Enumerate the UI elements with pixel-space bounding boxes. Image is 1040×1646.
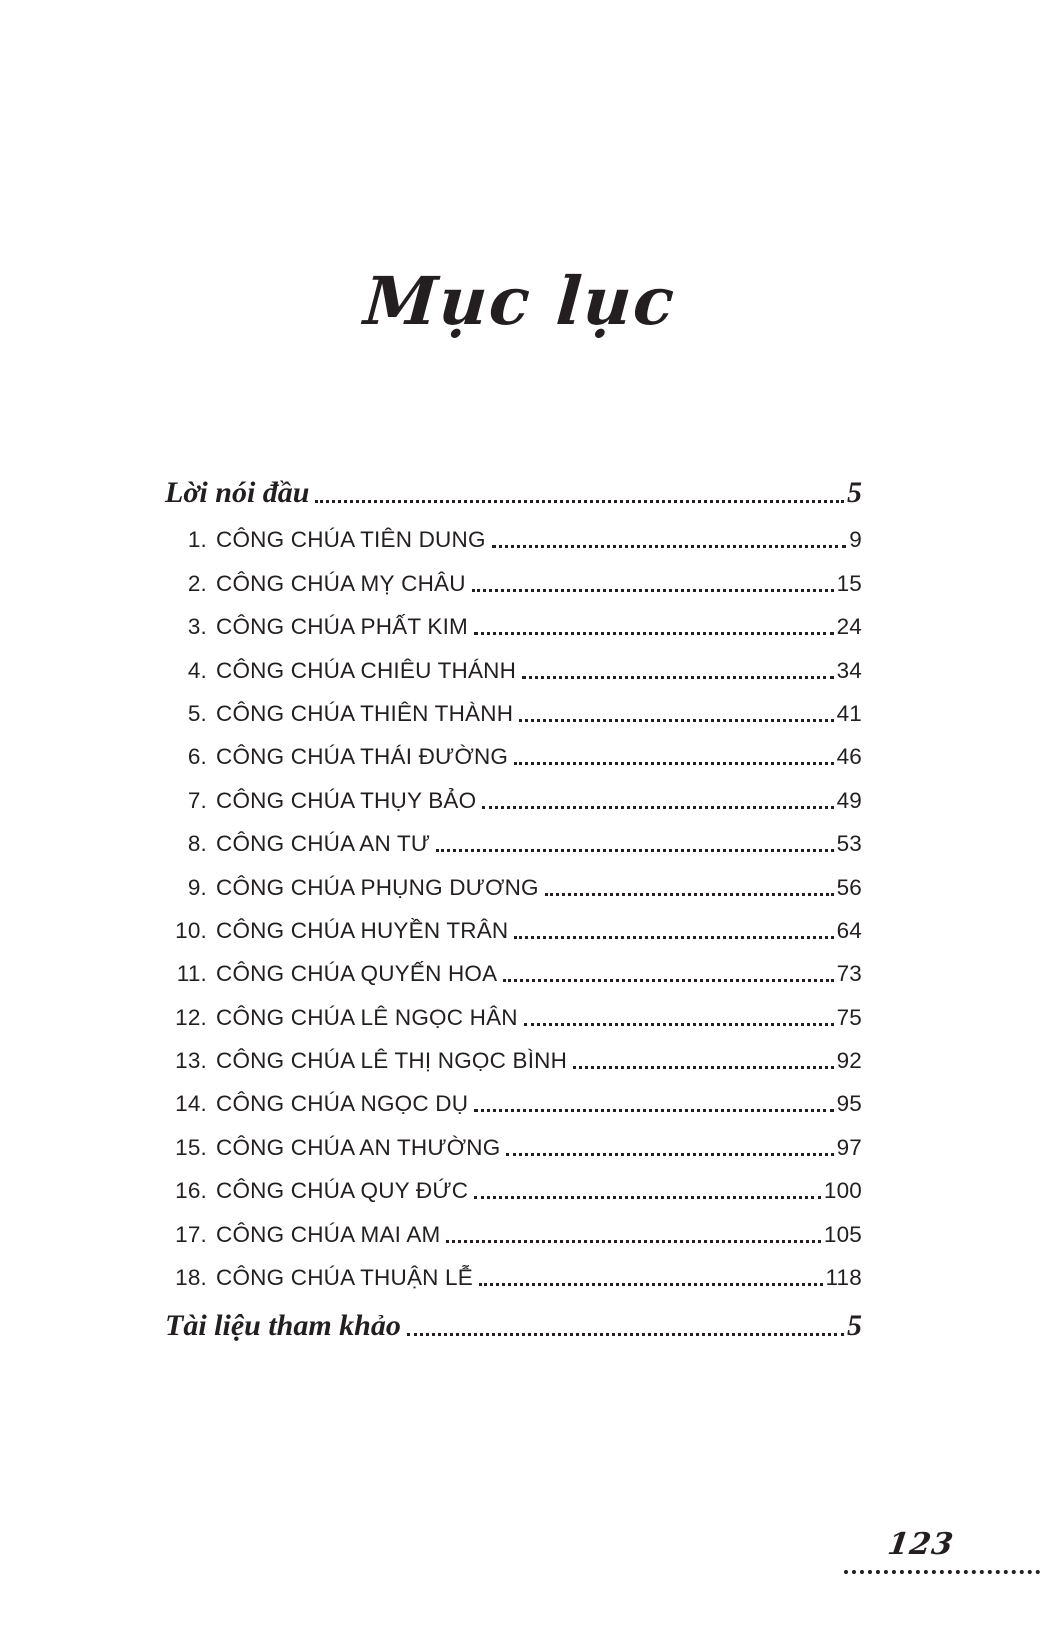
toc-entry-label: CÔNG CHÚA PHỤNG DƯƠNG bbox=[216, 874, 539, 900]
toc-front-matter-row bbox=[165, 450, 862, 510]
toc-entry-number: 7. bbox=[187, 787, 207, 813]
toc-entry-number: 1. bbox=[187, 527, 207, 553]
toc-entry-number: 18. bbox=[175, 1265, 207, 1291]
dot-leader bbox=[492, 545, 847, 548]
toc-entry-label: CÔNG CHÚA LÊ THỊ NGỌC BÌNH bbox=[216, 1048, 568, 1074]
toc-entry-number: 6. bbox=[187, 744, 207, 770]
toc-entry-number: 16. bbox=[175, 1178, 207, 1204]
page-title: Mục lục bbox=[361, 262, 679, 340]
toc-entry-label: CÔNG CHÚA THÁI ĐƯỜNG bbox=[216, 744, 509, 770]
toc-entry-number: 13. bbox=[175, 1048, 207, 1074]
toc-entry-row bbox=[165, 1031, 862, 1074]
dot-leader bbox=[506, 1153, 833, 1156]
front-matter-page-number: 5 bbox=[847, 476, 862, 509]
dot-leader bbox=[446, 1240, 820, 1243]
toc-list-container bbox=[165, 450, 862, 1343]
dot-leader bbox=[514, 762, 833, 765]
toc-entry-page-number: 56 bbox=[836, 874, 862, 900]
dot-leader bbox=[524, 1023, 834, 1026]
toc-entry-row bbox=[165, 987, 862, 1030]
toc-entry-page-number: 34 bbox=[836, 657, 862, 683]
toc-entry-row bbox=[165, 684, 862, 727]
front-matter-label: Lời nói đầu bbox=[165, 476, 310, 509]
dot-leader bbox=[545, 893, 834, 896]
toc-entry-row bbox=[165, 944, 862, 987]
toc-entry-row bbox=[165, 553, 862, 596]
toc-entry-number: 5. bbox=[187, 700, 207, 726]
folio-page-number: 123 bbox=[885, 1527, 957, 1562]
toc-entry-row bbox=[165, 1117, 862, 1160]
toc-entry-page-number: 105 bbox=[823, 1221, 862, 1247]
toc-entry-number: 8. bbox=[187, 831, 207, 857]
toc-entry-row bbox=[165, 1074, 862, 1117]
toc-entry-row bbox=[165, 770, 862, 813]
dot-leader bbox=[474, 632, 834, 635]
toc-entry-number: 12. bbox=[175, 1004, 207, 1030]
toc-entry-label: CÔNG CHÚA QUY ĐỨC bbox=[216, 1178, 469, 1204]
toc-entry-row bbox=[165, 640, 862, 683]
dot-leader bbox=[482, 806, 833, 809]
toc-entry-row bbox=[165, 814, 862, 857]
toc-entry-number: 11. bbox=[176, 961, 207, 987]
dot-leader bbox=[503, 979, 833, 982]
toc-entry-number: 2. bbox=[187, 570, 207, 596]
toc-entry-label: CÔNG CHÚA THUẬN LỄ bbox=[216, 1265, 473, 1291]
dot-leader bbox=[479, 1283, 823, 1286]
toc-entry-row bbox=[165, 597, 862, 640]
toc-entry-page-number: 75 bbox=[836, 1004, 862, 1030]
toc-entry-number: 15. bbox=[175, 1134, 207, 1160]
toc-entry-page-number: 49 bbox=[836, 787, 862, 813]
toc-entry-row bbox=[165, 510, 862, 553]
toc-entry-number: 3. bbox=[187, 614, 207, 640]
toc-entry-label: CÔNG CHÚA NGỌC DỤ bbox=[216, 1091, 469, 1117]
dot-leader bbox=[436, 849, 833, 852]
dot-leader bbox=[474, 1196, 821, 1199]
toc-entry-page-number: 97 bbox=[836, 1134, 862, 1160]
dot-leader bbox=[474, 1109, 833, 1112]
toc-entry-label: CÔNG CHÚA AN TƯ bbox=[216, 831, 431, 857]
dot-leader bbox=[472, 589, 834, 592]
toc-entry-number: 14. bbox=[175, 1091, 207, 1117]
toc-entry-label: CÔNG CHÚA TIÊN DUNG bbox=[216, 527, 486, 553]
footer-dotted-rule bbox=[844, 1564, 1040, 1574]
dot-leader bbox=[519, 719, 833, 722]
toc-entry-label: CÔNG CHÚA PHẤT KIM bbox=[216, 614, 468, 640]
toc-entry-page-number: 46 bbox=[836, 744, 862, 770]
toc-entry-page-number: 95 bbox=[836, 1091, 862, 1117]
toc-entry-label: CÔNG CHÚA MỴ CHÂU bbox=[216, 570, 466, 596]
dot-leader bbox=[407, 1333, 844, 1336]
toc-entry-page-number: 15 bbox=[836, 570, 862, 596]
toc-entry-label: CÔNG CHÚA THIÊN THÀNH bbox=[216, 700, 514, 726]
toc-entry-number: 10. bbox=[175, 917, 207, 943]
toc-entry-page-number: 92 bbox=[836, 1048, 862, 1074]
toc-entry-page-number: 9 bbox=[849, 527, 862, 553]
toc-entry-row bbox=[165, 1204, 862, 1247]
toc-entry-row bbox=[165, 901, 862, 944]
toc-entry-label: CÔNG CHÚA HUYỀN TRÂN bbox=[216, 917, 509, 943]
toc-entry-number: 4. bbox=[187, 657, 207, 683]
back-matter-label: Tài liệu tham khảo bbox=[165, 1309, 401, 1343]
toc-entry-label: CÔNG CHÚA MAI AM bbox=[216, 1221, 441, 1247]
toc-entry-row bbox=[165, 727, 862, 770]
toc-entry-row bbox=[165, 857, 862, 900]
page-footer bbox=[844, 1527, 1040, 1574]
toc-entry-row bbox=[165, 1161, 862, 1204]
dot-leader bbox=[573, 1066, 833, 1069]
dot-leader bbox=[514, 936, 833, 939]
toc-entry-page-number: 100 bbox=[823, 1178, 862, 1204]
toc-entry-number: 9. bbox=[187, 874, 207, 900]
toc-back-matter-row bbox=[165, 1291, 862, 1343]
toc-entry-page-number: 73 bbox=[836, 961, 862, 987]
toc-entry-page-number: 24 bbox=[836, 614, 862, 640]
toc-list bbox=[165, 510, 862, 1291]
toc-entry-label: CÔNG CHÚA AN THƯỜNG bbox=[216, 1134, 501, 1160]
toc-entry-row bbox=[165, 1248, 862, 1291]
toc-entry-page-number: 53 bbox=[836, 831, 862, 857]
dot-leader bbox=[522, 676, 834, 679]
toc-entry-number: 17. bbox=[175, 1221, 207, 1247]
toc-entry-label: CÔNG CHÚA QUYẾN HOA bbox=[216, 961, 498, 987]
toc-entry-page-number: 41 bbox=[836, 700, 862, 726]
toc-entry-label: CÔNG CHÚA THỤY BẢO bbox=[216, 787, 477, 813]
toc-entry-page-number: 118 bbox=[825, 1265, 862, 1291]
toc-entry-label: CÔNG CHÚA CHIÊU THÁNH bbox=[216, 657, 517, 683]
dot-leader bbox=[315, 500, 844, 503]
back-matter-page-number: 5 bbox=[847, 1309, 862, 1343]
toc-entry-page-number: 64 bbox=[836, 917, 862, 943]
toc-entry-label: CÔNG CHÚA LÊ NGỌC HÂN bbox=[216, 1004, 518, 1030]
